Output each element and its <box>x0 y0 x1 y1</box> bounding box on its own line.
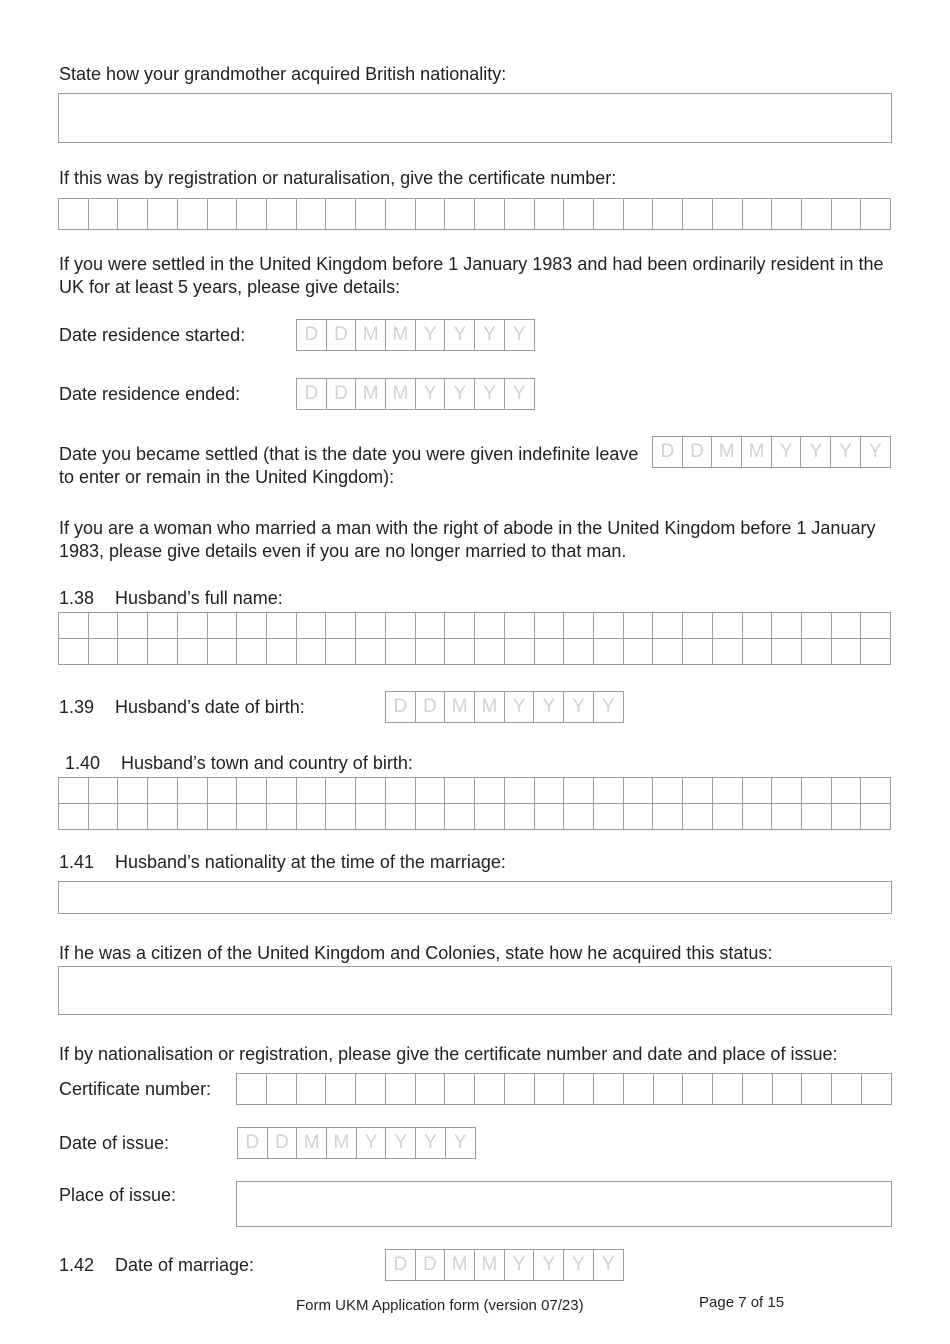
date-digit-cell[interactable]: Y <box>772 436 802 468</box>
date-digit-cell[interactable]: M <box>475 691 505 723</box>
char-cell[interactable] <box>832 198 862 230</box>
char-cell[interactable] <box>475 639 505 665</box>
date-digit-cell[interactable]: Y <box>594 1249 624 1281</box>
date-digit-cell[interactable]: Y <box>445 319 475 351</box>
residence-started-label: Date residence started: <box>59 325 246 345</box>
char-cell[interactable] <box>832 1073 862 1105</box>
char-cell[interactable] <box>118 612 148 639</box>
char-cell[interactable] <box>802 1073 832 1105</box>
date-digit-cell[interactable]: Y <box>505 319 535 351</box>
date-digit-cell[interactable]: D <box>268 1127 298 1159</box>
char-cell[interactable] <box>416 804 446 830</box>
char-cell[interactable] <box>297 639 327 665</box>
char-cell[interactable] <box>683 612 713 639</box>
char-cell[interactable] <box>832 777 862 804</box>
date-digit-cell[interactable]: D <box>297 378 327 410</box>
char-cell[interactable] <box>386 804 416 830</box>
char-cell[interactable] <box>624 777 654 804</box>
char-cell[interactable] <box>624 1073 654 1105</box>
char-cell[interactable] <box>356 612 386 639</box>
char-cell[interactable] <box>237 777 267 804</box>
char-cell[interactable] <box>594 777 624 804</box>
grandmother-acquired-label: State how your grandmother acquired British nationality: <box>59 64 507 84</box>
char-cell[interactable] <box>445 777 475 804</box>
marriage-intro: If you are a woman who married a man with the right of abode in the United Kingdom before 1 January 1983, please give details even if you are no longer married to that man. <box>59 518 876 561</box>
char-cell[interactable] <box>148 804 178 830</box>
char-cell[interactable] <box>237 612 267 639</box>
char-cell[interactable] <box>624 198 654 230</box>
char-cell[interactable] <box>802 777 832 804</box>
question-label: Husband’s date of birth: <box>115 697 305 717</box>
char-cell[interactable] <box>505 612 535 639</box>
char-cell[interactable] <box>148 777 178 804</box>
cukc-label: If he was a citizen of the United Kingdom and Colonies, state how he acquired this status: <box>59 943 773 963</box>
char-cell[interactable] <box>535 777 565 804</box>
date-digit-cell[interactable]: Y <box>801 436 831 468</box>
char-cell[interactable] <box>861 639 891 665</box>
naturalisation-intro: If by nationalisation or registration, please give the certificate number and date and place of issue: <box>59 1044 838 1064</box>
husband-nationality-input[interactable] <box>58 881 892 914</box>
char-cell[interactable] <box>594 612 624 639</box>
husband-name-row-1[interactable] <box>58 612 892 639</box>
char-cell[interactable] <box>594 1073 624 1105</box>
char-cell[interactable] <box>356 804 386 830</box>
char-cell[interactable] <box>743 612 773 639</box>
date-digit-cell[interactable]: D <box>386 691 416 723</box>
char-cell[interactable] <box>772 198 802 230</box>
char-cell[interactable] <box>89 198 119 230</box>
char-cell[interactable] <box>802 612 832 639</box>
question-number: 1.41 <box>59 852 95 872</box>
char-cell[interactable] <box>535 1073 565 1105</box>
char-cell[interactable] <box>208 612 238 639</box>
char-cell[interactable] <box>802 198 832 230</box>
certificate-number-cells[interactable] <box>236 1073 892 1105</box>
char-cell[interactable] <box>118 639 148 665</box>
char-cell[interactable] <box>713 804 743 830</box>
char-cell[interactable] <box>237 198 267 230</box>
char-cell[interactable] <box>178 777 208 804</box>
question-number: 1.38 <box>59 588 95 608</box>
date-digit-cell[interactable]: D <box>327 378 357 410</box>
char-cell[interactable] <box>683 777 713 804</box>
char-cell[interactable] <box>861 777 891 804</box>
char-cell[interactable] <box>267 804 297 830</box>
char-cell[interactable] <box>653 612 683 639</box>
date-digit-cell[interactable]: Y <box>861 436 891 468</box>
husband-birthplace-row-1[interactable] <box>58 777 892 804</box>
date-digit-cell[interactable]: M <box>445 1249 475 1281</box>
date-of-issue-date[interactable] <box>237 1127 476 1159</box>
char-cell[interactable] <box>802 639 832 665</box>
char-cell[interactable] <box>713 639 743 665</box>
char-cell[interactable] <box>326 612 356 639</box>
date-digit-cell[interactable]: D <box>327 319 357 351</box>
char-cell[interactable] <box>564 1073 594 1105</box>
grandmother-certificate-label: If this was by registration or naturalisation, give the certificate number: <box>59 168 617 188</box>
char-cell[interactable] <box>297 198 327 230</box>
char-cell[interactable] <box>802 804 832 830</box>
char-cell[interactable] <box>772 639 802 665</box>
char-cell[interactable] <box>683 804 713 830</box>
date-digit-cell[interactable]: Y <box>564 691 594 723</box>
question-number: 1.40 <box>65 753 101 773</box>
question-label: Husband’s nationality at the time of the marriage: <box>115 852 506 872</box>
char-cell[interactable] <box>564 198 594 230</box>
char-cell[interactable] <box>861 804 891 830</box>
char-cell[interactable] <box>564 804 594 830</box>
husband-full-name-cells[interactable] <box>58 612 892 665</box>
became-settled-date[interactable] <box>652 436 891 468</box>
date-digit-cell[interactable]: M <box>386 319 416 351</box>
char-cell[interactable] <box>772 777 802 804</box>
date-digit-cell[interactable]: M <box>297 1127 327 1159</box>
char-cell[interactable] <box>416 198 446 230</box>
date-digit-cell[interactable]: Y <box>416 378 446 410</box>
date-digit-cell[interactable]: Y <box>386 1127 416 1159</box>
char-cell[interactable] <box>743 1073 773 1105</box>
husband-dob-date[interactable] <box>385 691 624 723</box>
date-digit-cell[interactable]: M <box>475 1249 505 1281</box>
char-cell[interactable] <box>326 639 356 665</box>
char-cell[interactable] <box>594 804 624 830</box>
date-digit-cell[interactable]: Y <box>534 1249 564 1281</box>
char-cell[interactable] <box>208 804 238 830</box>
char-cell[interactable] <box>59 777 89 804</box>
char-cell[interactable] <box>653 639 683 665</box>
char-cell[interactable] <box>59 804 89 830</box>
date-digit-cell[interactable]: M <box>445 691 475 723</box>
char-cell[interactable] <box>475 777 505 804</box>
char-cell[interactable] <box>683 1073 713 1105</box>
date-digit-cell[interactable]: D <box>653 436 683 468</box>
date-digit-cell[interactable]: D <box>238 1127 268 1159</box>
char-cell[interactable] <box>713 1073 743 1105</box>
char-cell[interactable] <box>267 1073 297 1105</box>
question-1-41 <box>59 851 506 874</box>
char-cell[interactable] <box>118 804 148 830</box>
char-cell[interactable] <box>386 198 416 230</box>
char-cell[interactable] <box>326 804 356 830</box>
char-cell[interactable] <box>505 198 535 230</box>
became-settled-label: Date you became settled (that is the date you were given indefinite leave to enter or remain in the United Kingdom): <box>59 444 639 487</box>
char-cell[interactable] <box>356 777 386 804</box>
char-cell[interactable] <box>89 804 119 830</box>
char-cell[interactable] <box>445 804 475 830</box>
char-cell[interactable] <box>356 639 386 665</box>
date-digit-cell[interactable]: Y <box>475 378 505 410</box>
husband-birthplace-row-2[interactable] <box>58 804 892 830</box>
char-cell[interactable] <box>416 1073 446 1105</box>
char-cell[interactable] <box>832 804 862 830</box>
char-cell[interactable] <box>624 804 654 830</box>
char-cell[interactable] <box>267 198 297 230</box>
date-digit-cell[interactable]: Y <box>505 1249 535 1281</box>
char-cell[interactable] <box>89 639 119 665</box>
char-cell[interactable] <box>653 198 683 230</box>
char-cell[interactable] <box>535 639 565 665</box>
char-cell[interactable] <box>445 198 475 230</box>
char-cell[interactable] <box>326 1073 356 1105</box>
question-1-40 <box>65 752 413 775</box>
char-cell[interactable] <box>475 198 505 230</box>
char-cell[interactable] <box>416 777 446 804</box>
date-digit-cell[interactable]: D <box>297 319 327 351</box>
char-cell[interactable] <box>356 1073 386 1105</box>
char-cell[interactable] <box>475 1073 505 1105</box>
char-cell[interactable] <box>178 804 208 830</box>
char-cell[interactable] <box>237 804 267 830</box>
char-cell[interactable] <box>713 198 743 230</box>
char-cell[interactable] <box>118 198 148 230</box>
char-cell[interactable] <box>178 639 208 665</box>
char-cell[interactable] <box>148 612 178 639</box>
char-cell[interactable] <box>773 1073 803 1105</box>
date-digit-cell[interactable]: Y <box>594 691 624 723</box>
char-cell[interactable] <box>148 639 178 665</box>
char-cell[interactable] <box>743 198 773 230</box>
place-of-issue-label: Place of issue: <box>59 1185 177 1205</box>
char-cell[interactable] <box>237 1073 267 1105</box>
char-cell[interactable] <box>445 639 475 665</box>
footer-form-name: Form UKM Application form (version 07/23) <box>296 1297 584 1314</box>
char-cell[interactable] <box>267 777 297 804</box>
char-cell[interactable] <box>505 639 535 665</box>
question-label: Date of marriage: <box>115 1255 255 1275</box>
date-digit-cell[interactable]: D <box>683 436 713 468</box>
date-digit-cell[interactable]: Y <box>445 378 475 410</box>
date-digit-cell[interactable]: Y <box>416 319 446 351</box>
char-cell[interactable] <box>505 1073 535 1105</box>
date-digit-cell[interactable]: Y <box>505 691 535 723</box>
date-digit-cell[interactable]: M <box>386 378 416 410</box>
char-cell[interactable] <box>832 639 862 665</box>
char-cell[interactable] <box>356 198 386 230</box>
char-cell[interactable] <box>624 612 654 639</box>
char-cell[interactable] <box>683 639 713 665</box>
certificate-number-label: Certificate number: <box>59 1079 212 1099</box>
char-cell[interactable] <box>535 804 565 830</box>
char-cell[interactable] <box>267 612 297 639</box>
residence-ended-date[interactable] <box>296 378 535 410</box>
char-cell[interactable] <box>624 639 654 665</box>
char-cell[interactable] <box>653 777 683 804</box>
date-digit-cell[interactable]: Y <box>446 1127 476 1159</box>
date-digit-cell[interactable]: Y <box>564 1249 594 1281</box>
date-digit-cell[interactable]: Y <box>357 1127 387 1159</box>
char-cell[interactable] <box>594 639 624 665</box>
char-cell[interactable] <box>564 612 594 639</box>
question-number: 1.42 <box>59 1255 95 1275</box>
date-digit-cell[interactable]: M <box>356 319 386 351</box>
char-cell[interactable] <box>416 639 446 665</box>
char-cell[interactable] <box>386 639 416 665</box>
date-digit-cell[interactable]: Y <box>416 1127 446 1159</box>
char-cell[interactable] <box>743 777 773 804</box>
date-digit-cell[interactable]: Y <box>475 319 505 351</box>
cukc-acquired-input[interactable] <box>58 966 892 1015</box>
char-cell[interactable] <box>297 1073 327 1105</box>
grandmother-acquired-input[interactable] <box>58 93 892 143</box>
char-cell[interactable] <box>326 198 356 230</box>
char-cell[interactable] <box>654 1073 684 1105</box>
char-cell[interactable] <box>445 1073 475 1105</box>
char-cell[interactable] <box>297 777 327 804</box>
husband-birthplace-cells[interactable] <box>58 777 892 830</box>
date-digit-cell[interactable]: Y <box>534 691 564 723</box>
char-cell[interactable] <box>475 612 505 639</box>
question-1-42 <box>59 1254 254 1277</box>
settled-intro: If you were settled in the United Kingdom before 1 January 1983 and had been ordinarily resident in the UK for at least 5 years, please give details: <box>59 254 884 297</box>
char-cell[interactable] <box>505 804 535 830</box>
char-cell[interactable] <box>59 198 89 230</box>
husband-name-row-2[interactable] <box>58 639 892 665</box>
char-cell[interactable] <box>208 639 238 665</box>
char-cell[interactable] <box>89 777 119 804</box>
char-cell[interactable] <box>564 639 594 665</box>
char-cell[interactable] <box>862 1073 892 1105</box>
char-cell[interactable] <box>326 777 356 804</box>
residence-ended-label: Date residence ended: <box>59 384 241 404</box>
date-digit-cell[interactable]: M <box>327 1127 357 1159</box>
char-cell[interactable] <box>267 639 297 665</box>
char-cell[interactable] <box>386 612 416 639</box>
question-number: 1.39 <box>59 697 95 717</box>
grandmother-certificate-cells[interactable] <box>58 198 892 230</box>
date-digit-cell[interactable]: M <box>712 436 742 468</box>
date-digit-cell[interactable]: D <box>416 691 446 723</box>
char-cell[interactable] <box>89 612 119 639</box>
char-cell[interactable] <box>118 777 148 804</box>
char-cell[interactable] <box>743 639 773 665</box>
char-cell[interactable] <box>297 612 327 639</box>
char-cell[interactable] <box>59 639 89 665</box>
char-cell[interactable] <box>861 198 891 230</box>
char-cell[interactable] <box>445 612 475 639</box>
char-cell[interactable] <box>178 612 208 639</box>
char-cell[interactable] <box>59 612 89 639</box>
date-digit-cell[interactable]: Y <box>831 436 861 468</box>
question-1-39 <box>59 696 305 719</box>
char-cell[interactable] <box>386 1073 416 1105</box>
date-digit-cell[interactable]: M <box>356 378 386 410</box>
char-cell[interactable] <box>683 198 713 230</box>
char-cell[interactable] <box>772 612 802 639</box>
char-cell[interactable] <box>653 804 683 830</box>
char-cell[interactable] <box>713 612 743 639</box>
char-cell[interactable] <box>535 612 565 639</box>
char-cell[interactable] <box>772 804 802 830</box>
place-of-issue-input[interactable] <box>236 1181 892 1227</box>
date-digit-cell[interactable]: D <box>416 1249 446 1281</box>
char-cell[interactable] <box>505 777 535 804</box>
question-label: Husband’s full name: <box>115 588 283 608</box>
char-cell[interactable] <box>297 804 327 830</box>
char-cell[interactable] <box>713 777 743 804</box>
char-cell[interactable] <box>475 804 505 830</box>
date-of-issue-label: Date of issue: <box>59 1133 170 1153</box>
footer-page-number: Page 7 of 15 <box>699 1294 785 1311</box>
char-cell[interactable] <box>237 639 267 665</box>
marriage-date[interactable] <box>385 1249 624 1281</box>
date-digit-cell[interactable]: Y <box>505 378 535 410</box>
char-cell[interactable] <box>208 777 238 804</box>
char-cell[interactable] <box>594 198 624 230</box>
char-cell[interactable] <box>564 777 594 804</box>
char-cell[interactable] <box>208 198 238 230</box>
char-cell[interactable] <box>148 198 178 230</box>
char-cell[interactable] <box>743 804 773 830</box>
date-digit-cell[interactable]: D <box>386 1249 416 1281</box>
char-cell[interactable] <box>386 777 416 804</box>
char-cell[interactable] <box>861 612 891 639</box>
residence-started-date[interactable] <box>296 319 535 351</box>
char-cell[interactable] <box>416 612 446 639</box>
date-digit-cell[interactable]: M <box>742 436 772 468</box>
char-cell[interactable] <box>178 198 208 230</box>
question-label: Husband’s town and country of birth: <box>121 753 413 773</box>
question-1-38 <box>59 587 283 610</box>
char-cell[interactable] <box>535 198 565 230</box>
char-cell[interactable] <box>832 612 862 639</box>
